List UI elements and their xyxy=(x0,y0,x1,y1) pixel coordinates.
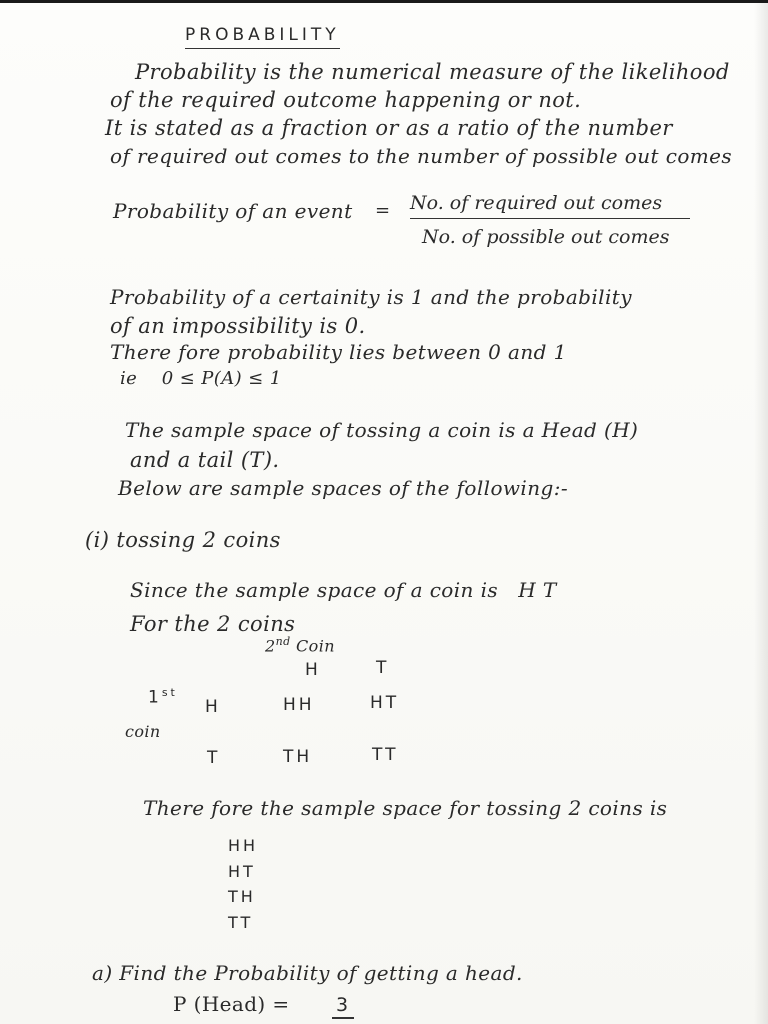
conclusion-line-1: There fore the sample space for tossing 2 coins is xyxy=(143,796,668,820)
table-cell-tt: TT xyxy=(372,745,399,765)
question-a-fraction-bar xyxy=(332,1017,354,1019)
page-title: PROBABILITY xyxy=(185,25,340,49)
sample-space-line-2: and a tail (T). xyxy=(130,448,280,472)
certainty-line-2: of an impossibility is 0. xyxy=(110,314,366,338)
question-a-line-2: P (Head) = xyxy=(173,992,290,1016)
intro-line-1: Probability is the numerical measure of the likelihood xyxy=(135,60,730,84)
formula-numerator: No. of required out comes xyxy=(410,192,690,219)
table-cell-hh: HH xyxy=(283,695,315,715)
outcome-item: TH xyxy=(228,887,256,906)
outcome-item: HH xyxy=(228,836,259,855)
intro-line-4: of required out comes to the number of possible out comes xyxy=(110,144,733,168)
question-a-line-1: a) Find the Probability of getting a head. xyxy=(92,961,523,985)
table-row-label-word: coin xyxy=(125,722,161,741)
case-i-heading: (i) tossing 2 coins xyxy=(85,528,281,552)
intro-line-3: It is stated as a fraction or as a ratio of the number xyxy=(105,116,673,140)
table-row-label-ordinal: 1st xyxy=(148,686,178,708)
sample-space-line-3: Below are sample spaces of the following:- xyxy=(118,476,569,500)
table-col-h: H xyxy=(305,660,321,680)
page-shadow xyxy=(754,0,768,1024)
intro-line-2: of the required outcome happening or not. xyxy=(110,88,582,112)
formula-label: Probability of an event xyxy=(113,199,353,223)
table-col-header: 2nd Coin xyxy=(265,635,335,656)
question-a-numerator: 3 xyxy=(336,994,352,1016)
certainty-line-3: There fore probability lies between 0 and 1 xyxy=(110,340,567,364)
table-cell-th: TH xyxy=(283,747,313,767)
table-row-t: T xyxy=(207,748,221,768)
page-top-edge xyxy=(0,0,768,3)
sample-space-line-1: The sample space of tossing a coin is a Head (H) xyxy=(125,418,639,442)
certainty-inequality: ie 0 ≤ P(A) ≤ 1 xyxy=(120,368,282,389)
case-i-line-2: For the 2 coins xyxy=(130,612,296,636)
outcome-item: HT xyxy=(228,862,256,881)
table-row-h: H xyxy=(205,697,221,717)
case-i-line-1: Since the sample space of a coin is H T xyxy=(130,578,557,602)
formula-denominator: No. of possible out comes xyxy=(422,226,670,248)
table-col-t: T xyxy=(376,658,390,678)
table-cell-ht: HT xyxy=(370,693,400,713)
formula-equals: = xyxy=(375,200,391,221)
outcome-item: TT xyxy=(228,913,254,932)
certainty-line-1: Probability of a certainity is 1 and the probability xyxy=(110,285,632,309)
